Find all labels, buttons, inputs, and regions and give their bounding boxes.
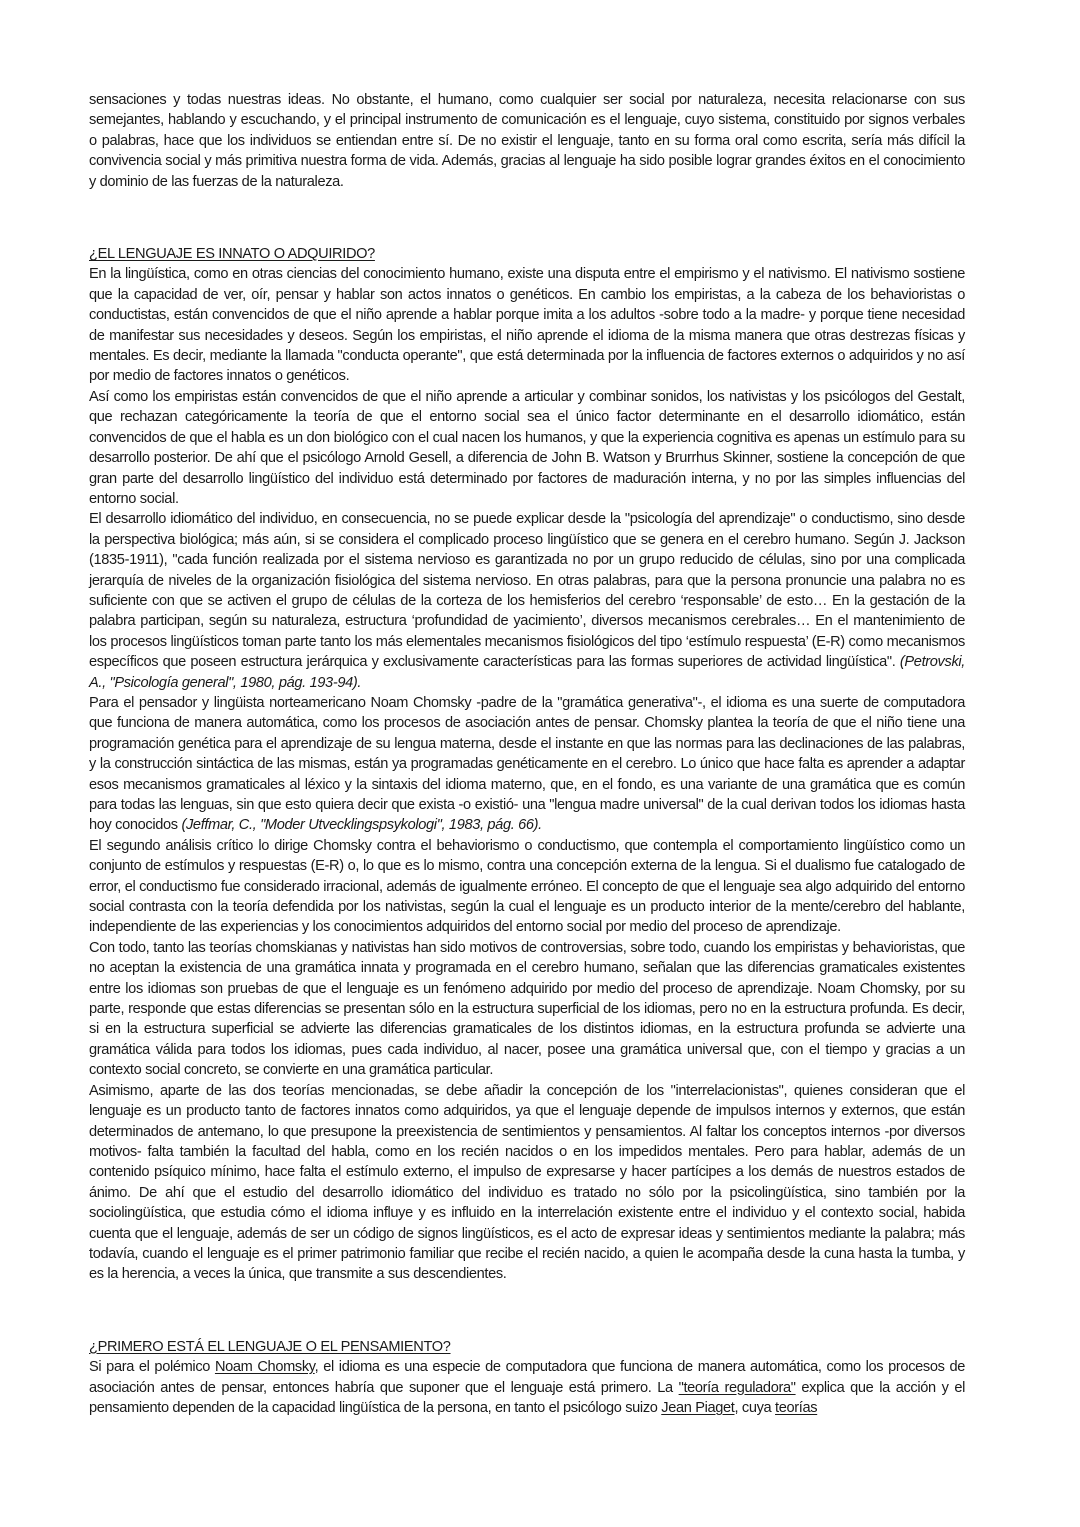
text-run: , el idioma es una especie de computadora que funciona de manera automática, como los procesos de asociación antes de pensar, entonces habría que suponer que el lenguaje está primero. La [89,1359,965,1396]
section-spacer [89,1285,965,1337]
text-run: Si para el polémico [89,1359,215,1376]
paragraph-interrelacionistas: Asimismo, aparte de las dos teorías mencionadas, se debe añadir la concepción de los "interrelacionistas", quienes consideran que el lenguaje es un producto tanto de factores innatos como adquiridos, ya que el lenguaje depende de impulsos internos y externos, que están determinados de antemano, lo que presupone la preexistencia de sentimientos y pensamientos. Al faltar los conceptos internos -por diversos motivos- falta también la facultad del habla, como en los recién nacidos o en los impedidos mentales. Pero para hablar, además de un contenido psíquico mínimo, hace falta el estímulo externo, el impulso de expresarse y hacer partícipes a los demás de nuestros estados de ánimo. De ahí que el estudio del desarrollo idiomático del individuo es tratado no sólo por la psicolingüística, sino también por la sociolingüística, que estudia cómo el idioma influye y es influido en la interrelación existente entre el individuo y el contexto social, habida cuenta que el lenguaje, además de ser un código de signos lingüísticos, es el acto de expresar ideas y sentimientos mediante la palabra; más todavía, cuando el lenguaje es el primer patrimonio familiar que recibe el recién nacido, a quien le acompaña desde la cuna hasta la tumba, y es la herencia, a veces la única, que transmite a sus descendientes. [89,1082,965,1283]
text-run: explica que la acción y el pensamiento dependen de la capacidad lingüística de la persona, en tanto el psicólogo suizo [89,1379,965,1416]
paragraph-chomsky [89,693,965,836]
link-jean-piaget[interactable]: Jean Piaget [661,1399,735,1416]
citation-jeffmar: (Jeffmar, C., "Moder Utvecklingspsykologi", 1983, pág. 66). [181,817,542,834]
paragraph-controversias: Con todo, tanto las teorías chomskianas y nativistas han sido motivos de controversias, sobre todo, cuando los empiristas y behavioristas, que no aceptan la existencia de una gramática innata y programada en el cerebro humano, señalan que las diferencias gramaticales existentes entre los idiomas son pruebas de que el lenguaje es un fenómeno adquirido por medio del proceso de aprendizaje. Noam Chomsky, por su parte, responde que estas diferencias se presentan sólo en la estructura superficial de los idiomas, pero no en la estructura profunda. Es decir, si en la estructura superficial se advierte las diferencias gramaticales de los distintos idiomas, en la estructura profunda se advierte una gramática válida para todos los idiomas, pues cada individuo, al nacer, posee una gramática universal que, con el tiempo y gracias a un contexto social concreto, se convierte en una gramática particular. [89,939,965,1079]
document-page [89,90,965,1418]
link-teorias[interactable]: teorías [775,1399,818,1416]
link-noam-chomsky[interactable]: Noam Chomsky [214,1359,315,1376]
paragraph-nativismo: En la lingüística, como en otras ciencias del conocimiento humano, existe una disputa entre el empirismo y el nativismo. El nativismo sostiene que la capacidad de ver, oír, pensar y hablar son actos innatos o genéticos. En cambio los empiristas, a la cabeza de los behavioristas o conductistas, están convencidos de que el niño aprende a hablar porque imita a los adultos -sobre todo a la madre- y porque tiene necesidad de manifestar sus necesidades y deseos. Según los empiristas, el niño aprende el idioma de la misma manera que otras destrezas físicas y mentales. Es decir, mediante la llamada "conducta operante", que está determinada por la influencia de factores externos o adquiridos y no así por medio de factores innatos o genéticos. [89,266,965,385]
citation-petrovski: (Petrovski, A., "Psicología general", 1980, pág. 193-94). [89,654,965,691]
paragraph-conductismo: El segundo análisis crítico lo dirige Chomsky contra el behaviorismo o conductismo, que contempla el comportamiento lingüístico como un conjunto de estímulos y respuestas (E-R) o, lo que es lo mismo, contra una concepción externa de la lengua. Si el dualismo fue catalogado de error, el conductismo fue considerado irracional, además de igualmente erróneo. El concepto de que el lenguaje sea algo adquirido del entorno social contrasta con la teoría defendida por los nativistas, según la cual el lenguaje es un producto interior de la mente/cerebro del hablante, independiente de las experiencias y los conocimientos adquiridos del entorno social por medio del proceso de aprendizaje. [89,837,965,936]
paragraph-jackson [89,509,965,693]
section-heading-pensamiento: ¿PRIMERO ESTÁ EL LENGUAJE O EL PENSAMIENTO? [89,1338,451,1355]
section-spacer [89,192,965,244]
link-teoria-reguladora[interactable]: "teoría reguladora" [678,1379,796,1396]
text-run: , cuya [734,1399,776,1416]
paragraph-gestalt: Así como los empiristas están convencidos de que el niño aprende a articular y combinar sonidos, los nativistas y los psicólogos del Gestalt, que rechazan categóricamente la teoría de que el entorno social sea el único factor determinante en el desarrollo idiomático, están convencidos de que el habla es un don biológico con el cual nacen los humanos, y que la experiencia cognitiva es apenas un estímulo para su desarrollo posterior. De ahí que el psicólogo Arnold Gesell, a diferencia de John B. Watson y Brurrhus Skinner, sostiene la concepción de que gran parte del desarrollo lingüístico del individuo está determinado por factores de maduración interna, y no por las simples influencias del entorno social. [89,388,965,507]
intro-paragraph: sensaciones y todas nuestras ideas. No obstante, el humano, como cualquier ser social por naturaleza, necesita relacionarse con sus semejantes, hablando y escuchando, y el principal instrumento de comunicación es el lenguaje, cuyo sistema, constituido por signos verbales o palabras, hace que los individuos se entiendan entre sí. De no existir el lenguaje, tanto en su forma oral como escrita, sería más difícil la convivencia social y más primitiva nuestra forma de vida. Además, gracias al lenguaje ha sido posible lograr grandes éxitos en el conocimiento y dominio de las fuerzas de la naturaleza. [89,92,965,190]
paragraph-chomsky-text: Para el pensador y lingüista norteamericano Noam Chomsky -padre de la "gramática generativa"-, el idioma es una suerte de computadora que funciona de manera automática, como los procesos de asociación antes de pensar. Chomsky plantea la teoría de que el niño tiene una programación genética para el aprendizaje de su lengua materna, desde el instante en que las normas para las declinaciones de las palabras, y la construcción sintáctica de las mismas, están ya programadas genéticamente en el cerebro. Lo único que hace falta es aprender a adaptar esos mecanismos gramaticales al léxico y la sintaxis del idioma materno, que, en el fondo, es una variante de una gramática que es común para todas las lenguas, sin que esto quiera decir que exista -o existió- una "lengua madre universal" de la cual derivan todos los idiomas hasta hoy conocidos [89,694,965,834]
paragraph-lenguaje-pensamiento [89,1357,965,1418]
section-heading-innato: ¿EL LENGUAJE ES INNATO O ADQUIRIDO? [89,246,375,263]
paragraph-jackson-text: El desarrollo idiomático del individuo, en consecuencia, no se puede explicar desde la "psicología del aprendizaje" o conductismo, sino desde la perspectiva biológica; más aún, si se considera el complicado proceso lingüístico que se genera en el cerebro humano. Según J. Jackson (1835-1911), "cada función realizada por el sistema nervioso es garantizada no por un grupo reducido de células, sino por una complicada jerarquía de niveles de la organización fisiológica del sistema nervioso. En otras palabras, para que la persona pronuncie una palabra no es suficiente con que se activen el grupo de células de la corteza de los hemisferios del cerebro ‘responsable’ de esto… En la gestación de la palabra participan, según su naturaleza, estructura ‘profundidad de yacimiento’, diversos mecanismos cerebrales… En el mantenimiento de los procesos lingüísticos toman parte tanto los más elementales mecanismos fisiológicos del tipo ‘estímulo respuesta’ (E-R) como mecanismos específicos que poseen estructura jerárquica y exclusivamente características para las formas superiores de actividad lingüística". [89,511,965,671]
